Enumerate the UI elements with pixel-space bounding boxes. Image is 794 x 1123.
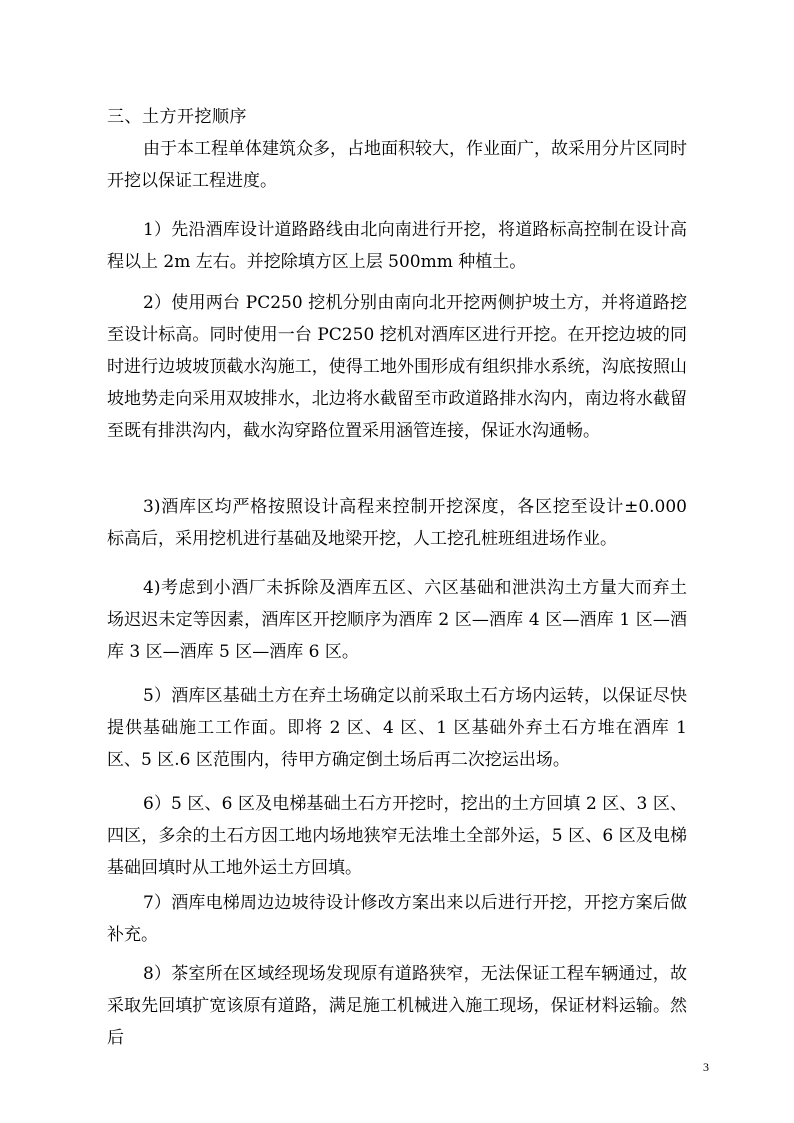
- paragraph-step-7: 7）酒库电梯周边边坡待设计修改方案出来以后进行开挖，开挖方案后做补充。: [107, 893, 687, 945]
- paragraph-step-6: 6）5 区、6 区及电梯基础土石方开挖时，挖出的土方回填 2 区、3 区、四区，多余的土石方因工地内场地狭窄无法堆土全部外运，5 区、6 区及电梯基础回填时从工地外运土方回填。: [107, 794, 687, 878]
- page-number: 3: [703, 1060, 709, 1074]
- paragraph-step-2: 2）使用两台 PC250 挖机分别由南向北开挖两侧护坡土方，并将道路挖至设计标高。同时使用一台 PC250 挖机对酒库区进行开挖。在开挖边坡的同时进行边坡坡顶截水沟施工，使得工地外围形成有组织排水系统，沟底按照山坡地势走向采用双坡排水，北边将水截留至市政道路排水沟内，南边将水截留至既有排洪沟内，截水沟穿路位置采用涵管连接，保证水沟通畅。: [107, 293, 687, 441]
- paragraph-step-4: 4)考虑到小酒厂未拆除及酒库五区、六区基础和泄洪沟土方量大而弃土场迟迟未定等因素，酒库区开挖顺序为酒库 2 区—酒库 4 区—酒库 1 区—酒库 3 区—酒库 5 区—酒库 6 区。: [107, 578, 687, 662]
- section-heading: 三、土方开挖顺序: [107, 107, 247, 127]
- paragraph-step-3: 3)酒库区均严格按照设计高程来控制开挖深度，各区挖至设计±0.000 标高后，采用挖机进行基础及地梁开挖，人工挖孔桩班组进场作业。: [107, 497, 687, 549]
- paragraph-intro: 由于本工程单体建筑众多，占地面积较大，作业面广，故采用分片区同时开挖以保证工程进度。: [107, 139, 687, 191]
- paragraph-step-8: 8）茶室所在区域经现场发现原有道路狭窄，无法保证工程车辆通过，故采取先回填扩宽该原有道路，满足施工机械进入施工现场，保证材料运输。然后: [107, 964, 687, 1048]
- paragraph-step-5: 5）酒库区基础土方在弃土场确定以前采取土石方场内运转，以保证尽快提供基础施工工作面。即将 2 区、4 区、1 区基础外弃土石方堆在酒库 1 区、5 区.6 区范围内，待甲方确定倒土场后再二次挖运出场。: [107, 686, 687, 770]
- paragraph-step-1: 1）先沿酒库设计道路路线由北向南进行开挖，将道路标高控制在设计高程以上 2m 左右。并挖除填方区上层 500mm 种植土。: [107, 220, 687, 272]
